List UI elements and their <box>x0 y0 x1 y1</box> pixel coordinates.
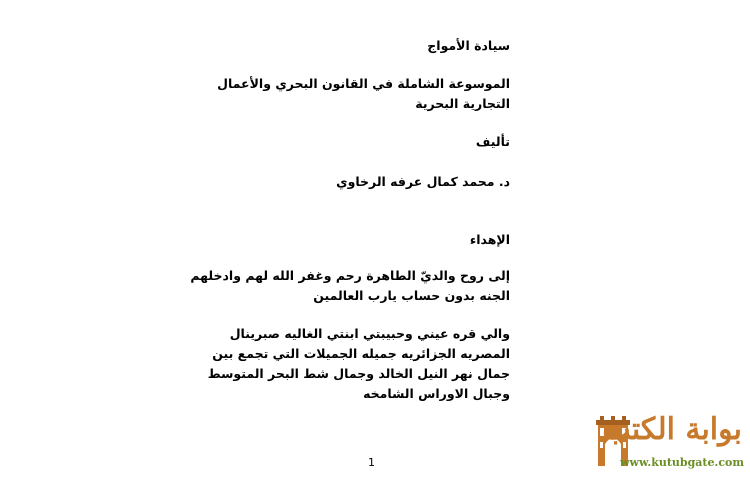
dedication-line: وجبال الاوراس الشامخه <box>363 386 510 401</box>
subtitle-line: التجارية البحرية <box>415 96 510 111</box>
dedication-line: جمال نهر النيل الخالد وجمال شط البحر المتوسط <box>207 366 510 381</box>
dedication-line: الجنه بدون حساب يارب العالمين <box>313 288 510 303</box>
dedication-line: المصريه الجزائريه جميله الجميلات التي تجمع بين <box>212 346 510 361</box>
dedication-line: والي قره عيني وحبيبتي ابنتي الغاليه صبرينال <box>229 326 510 341</box>
book-title-text: سيادة الأمواج <box>427 38 510 53</box>
dedication-paragraph <box>190 266 510 306</box>
book-title <box>210 36 510 56</box>
dedication-heading-text: الإهداء <box>469 232 510 247</box>
dedication-paragraph <box>207 324 510 404</box>
page-number: 1 <box>368 456 375 469</box>
dedication-line: إلى روح والديّ الطاهرة رحم وغفر الله لهم وادخلهم <box>190 268 510 283</box>
dedication-heading <box>210 230 510 250</box>
book-subtitle <box>210 74 510 114</box>
author-heading <box>210 132 510 152</box>
watermark-name: بوابة الكتب <box>602 412 742 447</box>
author-name-text: د. محمد كمال عرفه الرخاوي <box>336 174 510 189</box>
watermark-logo <box>596 412 746 476</box>
subtitle-line: الموسوعة الشاملة في القانون البحري والأعمال <box>217 76 510 91</box>
watermark-url: www.kutubgate.com <box>620 456 744 469</box>
author-name <box>210 172 510 192</box>
author-heading-text: تأليف <box>475 134 510 149</box>
